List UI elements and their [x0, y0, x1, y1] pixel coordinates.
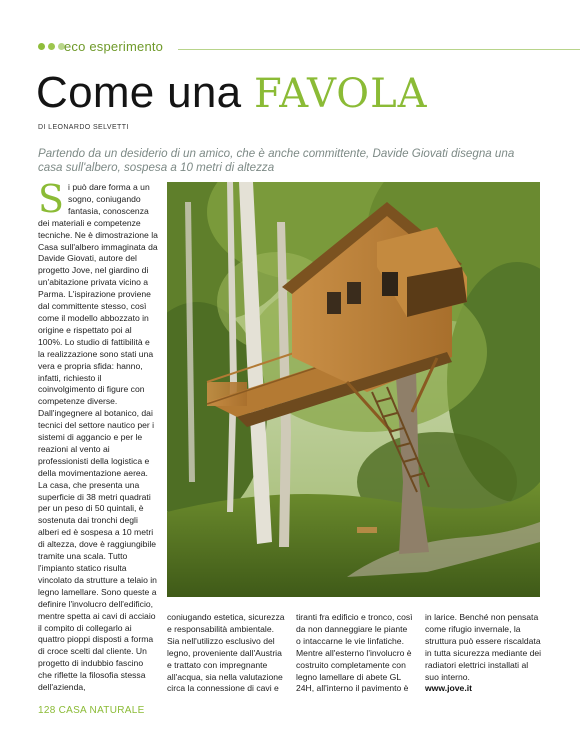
drop-cap: S	[38, 177, 65, 221]
article-column-2	[167, 612, 285, 695]
article-body-col2: coniugando estetica, sicurezza e responsabilità ambientale. Sia nell'utilizzo esclusivo del legno, proveniente dall'Austria e trattato con impregnante all'acqua, sia nella valutazione circa la connessione di cavi e	[167, 612, 285, 694]
website-link[interactable]: www.jove.it	[425, 683, 472, 694]
page-folio	[38, 705, 145, 716]
section-label: eco esperimento	[64, 39, 164, 54]
article-deck: Partendo da un desiderio di un amico, che è anche committente, Davide Giovati disegna una casa sull'albero, sospesa a 10 metri di altezza	[38, 147, 515, 174]
article-body-col3: tiranti fra edificio e tronco, così da non danneggiare le piante o intaccarne le vie linfatiche. Mentre all'esterno l'involucro è costruito completamente con legno lamellare di abete GL 24H, all'interno il pavimento è	[296, 612, 413, 694]
article-column-3	[296, 612, 414, 695]
green-dot-icon	[48, 43, 55, 50]
page-number: 128	[38, 705, 56, 716]
article-column-left	[38, 177, 158, 694]
page-title	[36, 68, 428, 119]
article-body-left: i può dare forma a un sogno, coniugando fantasia, conoscenza dei materiali e competenze tecniche. Ne è dimostrazione la Casa sull'albero immaginata da Davide Giovati, autore del progetto Jove, nel giardino di un'abitazione privata vicino a Parma. L'ispirazione proviene dal committente stesso, così come il modello abbozzato in origine e rispettato poi al 100%. Lo studio di fattibilità e la realizzazione sono stati una vera e propria sfida: hanno, infatti, richiesto il coinvolgimento di figure con competenze diverse. Dall'ingegnere al botanico, dai tecnici del settore nautico per i sistemi di aggancio e per le reazioni al vento ai professionisti della logistica e della movimentazione aerea. La casa, che presenta una superficie di 38 metri quadrati per un peso di 50 quintali, è sostenuta dai tronchi degli alberi ed è sospesa a 10 metri di altezza, dove è raggiungibile tramite una scala. Tutto l'impianto statico risulta vincolato da strutture a telaio in legno lamellare. Sono queste a definire l'involucro dell'edificio, mentre spetta ai cavi di acciaio il compito di collegarlo ai quattro pioppi disposti a forma di croce scelti dal cliente. Un progetto di indubbio fascino che riflette la filosofia stessa dell'azienda,	[38, 182, 158, 693]
magazine-name: CASA NATURALE	[58, 705, 145, 716]
byline: DI LEONARDO SELVETTI	[38, 124, 129, 131]
green-dot-icon	[38, 43, 45, 50]
section-divider	[178, 49, 580, 50]
article-column-4	[425, 612, 543, 695]
title-accent: FAVOLA	[253, 71, 428, 117]
article-body-col4: in larice. Benché non pensata come rifugio invernale, la struttura può essere riscaldata in tutta sicurezza mediante dei radiatori elettrici installati al suo interno.	[425, 612, 542, 682]
section-dots	[38, 43, 65, 50]
title-plain: Come una	[36, 68, 254, 117]
treehouse-photo	[167, 182, 540, 597]
